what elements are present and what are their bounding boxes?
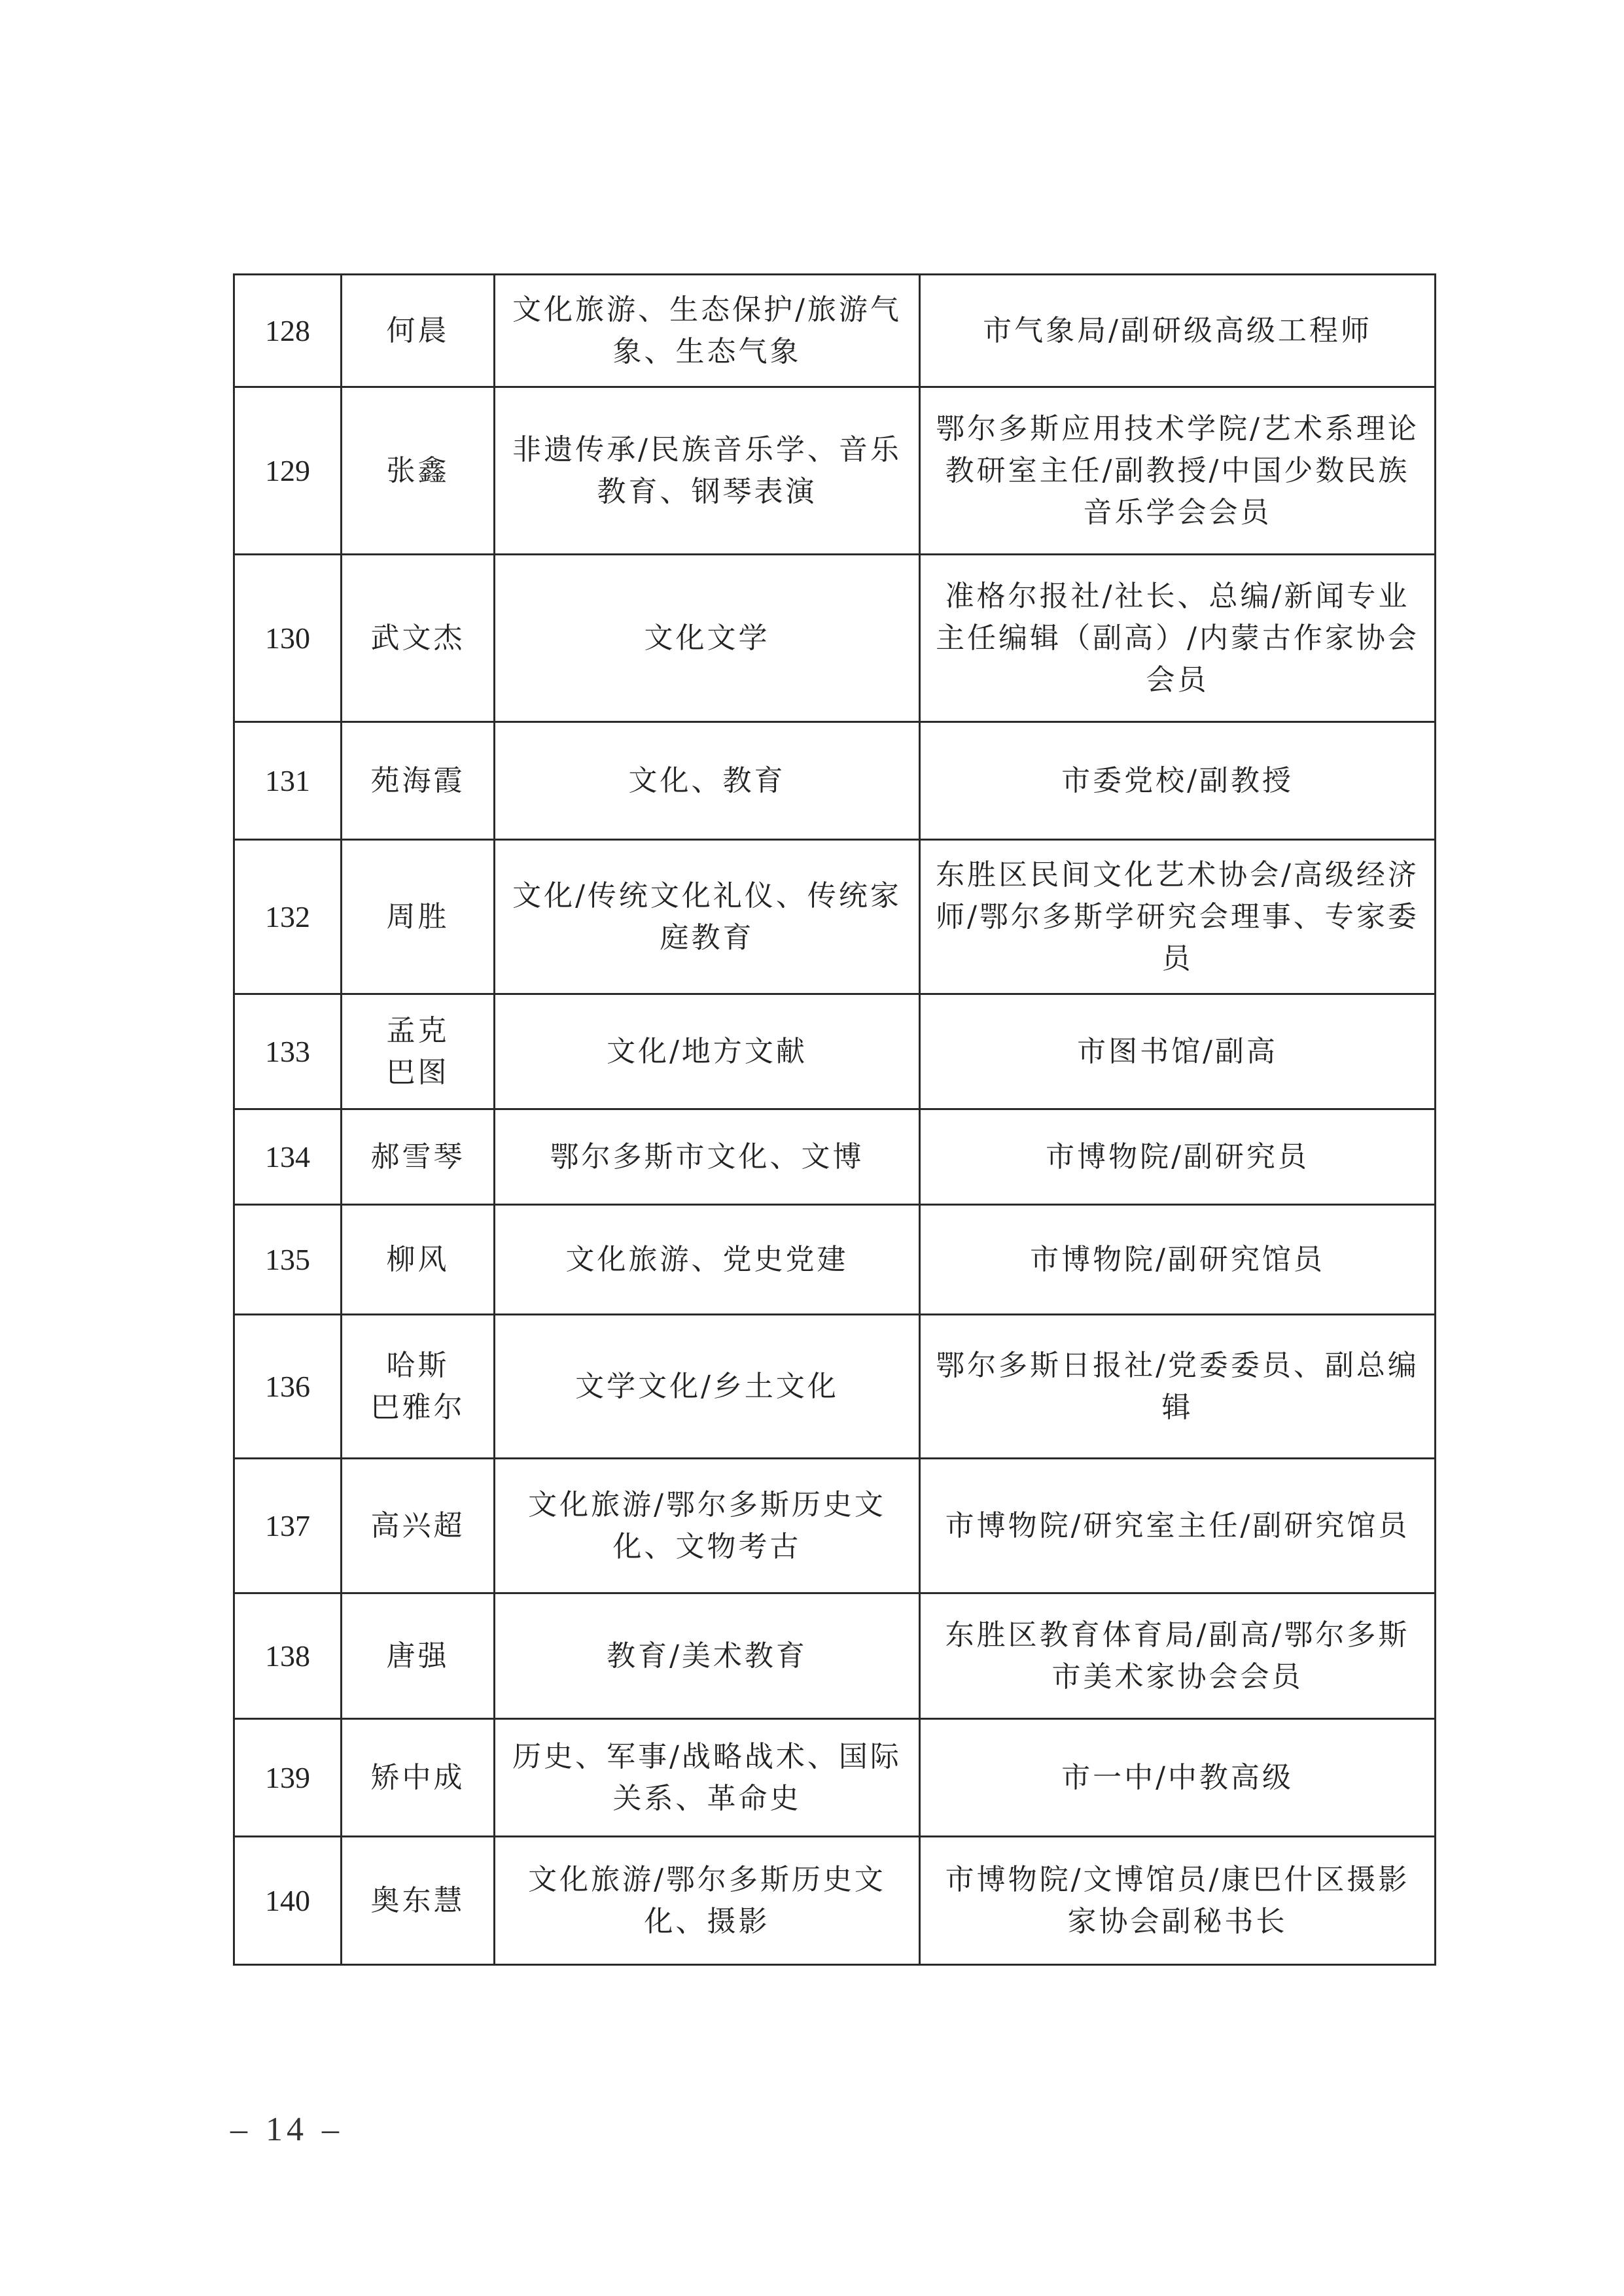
name-cell: [342, 1205, 495, 1315]
page-number-right-dash: –: [322, 2111, 343, 2148]
table-row: [234, 840, 1436, 994]
name-cell: [342, 1837, 495, 1965]
row-number-cell: 134: [234, 1109, 342, 1205]
field-cell: 历史、军事/战略战术、国际关系、革命史: [495, 1719, 920, 1837]
field-cell: 文化旅游/鄂尔多斯历史文化、摄影: [495, 1837, 920, 1965]
row-number-cell: 138: [234, 1593, 342, 1719]
expert-roster-table: [233, 273, 1436, 1966]
row-number-cell: 137: [234, 1459, 342, 1593]
unit-title-cell: 东胜区民间文化艺术协会/高级经济师/鄂尔多斯学研究会理事、专家委员: [920, 840, 1436, 994]
page-number-left-dash: –: [230, 2111, 251, 2148]
name-cell: [342, 555, 495, 722]
unit-title-cell: 市博物院/文博馆员/康巴什区摄影家协会副秘书长: [920, 1837, 1436, 1965]
unit-title-cell: 东胜区教育体育局/副高/鄂尔多斯市美术家协会会员: [920, 1593, 1436, 1719]
name-line: 巴图: [386, 1055, 450, 1089]
name-line: 郝雪琴: [370, 1139, 465, 1174]
field-cell: 文化旅游、生态保护/旅游气象、生态气象: [495, 275, 920, 387]
table-row: [234, 1109, 1436, 1205]
name-cell: [342, 1315, 495, 1459]
name-cell: [342, 840, 495, 994]
unit-title-cell: 市博物院/研究室主任/副研究馆员: [920, 1459, 1436, 1593]
table-row: [234, 387, 1436, 555]
row-number-cell: 132: [234, 840, 342, 994]
name-line: 高兴超: [370, 1508, 465, 1542]
table-row: [234, 1719, 1436, 1837]
name-cell: [342, 1459, 495, 1593]
unit-title-cell: 鄂尔多斯应用技术学院/艺术系理论教研室主任/副教授/中国少数民族音乐学会会员: [920, 387, 1436, 555]
field-cell: 文学文化/乡土文化: [495, 1315, 920, 1459]
field-cell: 文化文学: [495, 555, 920, 722]
name-line: 周胜: [386, 899, 450, 933]
row-number-cell: 130: [234, 555, 342, 722]
row-number-cell: 131: [234, 722, 342, 840]
row-number-cell: 140: [234, 1837, 342, 1965]
table-row: [234, 1205, 1436, 1315]
unit-title-cell: 鄂尔多斯日报社/党委委员、副总编辑: [920, 1315, 1436, 1459]
page-number: [216, 2110, 357, 2149]
name-line: 哈斯: [386, 1348, 450, 1382]
name-line: 唐强: [386, 1639, 450, 1673]
row-number-cell: 133: [234, 994, 342, 1109]
name-line: 苑海霞: [370, 763, 465, 797]
row-number-cell: 139: [234, 1719, 342, 1837]
field-cell: 教育/美术教育: [495, 1593, 920, 1719]
name-cell: [342, 994, 495, 1109]
unit-title-cell: 市图书馆/副高: [920, 994, 1436, 1109]
table-row: [234, 994, 1436, 1109]
field-cell: 非遗传承/民族音乐学、音乐教育、钢琴表演: [495, 387, 920, 555]
name-line: 张鑫: [386, 453, 450, 487]
table-row: [234, 722, 1436, 840]
field-cell: 鄂尔多斯市文化、文博: [495, 1109, 920, 1205]
unit-title-cell: 准格尔报社/社长、总编/新闻专业主任编辑（副高）/内蒙古作家协会会员: [920, 555, 1436, 722]
unit-title-cell: 市一中/中教高级: [920, 1719, 1436, 1837]
table-row: [234, 1315, 1436, 1459]
unit-title-cell: 市博物院/副研究员: [920, 1109, 1436, 1205]
unit-title-cell: 市博物院/副研究馆员: [920, 1205, 1436, 1315]
name-line: 柳风: [386, 1242, 450, 1276]
field-cell: 文化/传统文化礼仪、传统家庭教育: [495, 840, 920, 994]
name-line: 武文杰: [370, 621, 465, 655]
table-row: [234, 1459, 1436, 1593]
name-line: 孟克: [386, 1013, 450, 1047]
row-number-cell: 136: [234, 1315, 342, 1459]
name-line: 何晨: [386, 313, 450, 347]
unit-title-cell: 市委党校/副教授: [920, 722, 1436, 840]
name-cell: [342, 275, 495, 387]
name-cell: [342, 1109, 495, 1205]
field-cell: 文化/地方文献: [495, 994, 920, 1109]
name-cell: [342, 1719, 495, 1837]
row-number-cell: 135: [234, 1205, 342, 1315]
row-number-cell: 129: [234, 387, 342, 555]
table-row: [234, 1837, 1436, 1965]
table-row: [234, 1593, 1436, 1719]
table-row: [234, 275, 1436, 387]
field-cell: 文化旅游、党史党建: [495, 1205, 920, 1315]
name-cell: [342, 387, 495, 555]
roster-body: [234, 275, 1436, 1965]
row-number-cell: 128: [234, 275, 342, 387]
field-cell: 文化旅游/鄂尔多斯历史文化、文物考古: [495, 1459, 920, 1593]
page-number-value: 14: [266, 2111, 308, 2148]
table-row: [234, 555, 1436, 722]
name-cell: [342, 1593, 495, 1719]
name-cell: [342, 722, 495, 840]
name-line: 奥东慧: [370, 1883, 465, 1917]
unit-title-cell: 市气象局/副研级高级工程师: [920, 275, 1436, 387]
name-line: 巴雅尔: [370, 1390, 465, 1424]
name-line: 矫中成: [370, 1760, 465, 1794]
field-cell: 文化、教育: [495, 722, 920, 840]
